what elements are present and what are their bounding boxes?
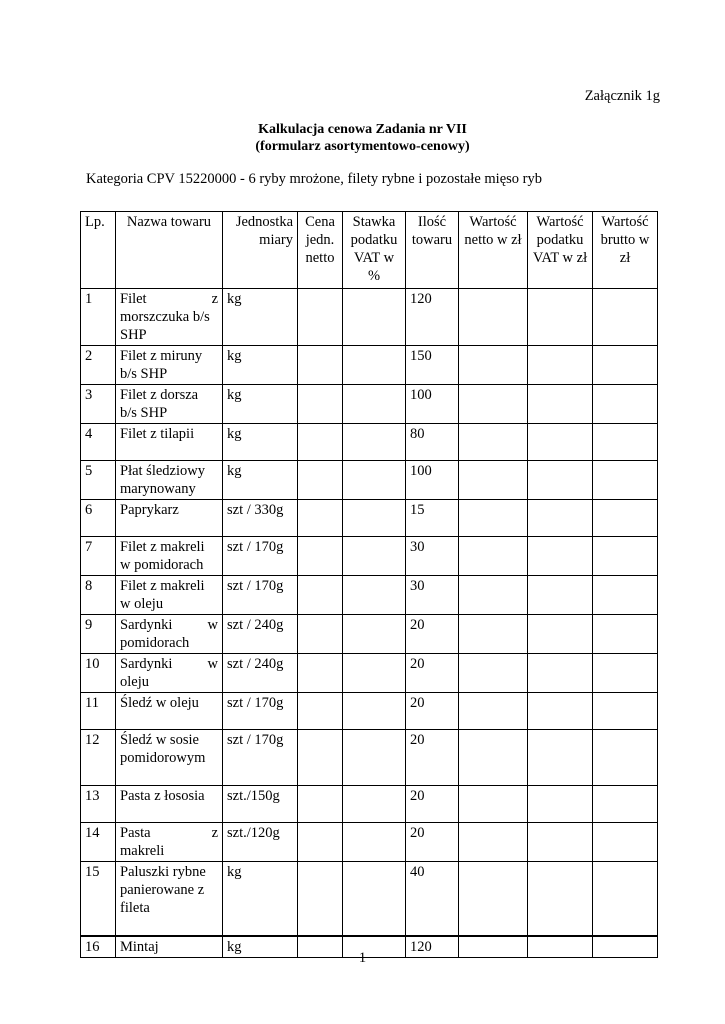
cell-gross-value	[593, 537, 658, 576]
cell-lp: 12	[81, 730, 116, 786]
cell-gross-value	[593, 730, 658, 786]
cell-unit: kg	[223, 346, 298, 385]
cell-name: Filet z tilapii	[116, 424, 223, 461]
cell-qty: 20	[406, 615, 459, 654]
cell-unit: szt./120g	[223, 823, 298, 862]
cell-name-word: Pasta	[120, 825, 151, 841]
cell-gross-value	[593, 786, 658, 823]
cell-qty: 20	[406, 730, 459, 786]
cell-lp: 8	[81, 576, 116, 615]
cell-net-value	[459, 289, 528, 346]
cell-vat-value	[528, 654, 593, 693]
cell-name-rest: oleju	[120, 674, 149, 690]
cell-price	[298, 576, 343, 615]
cell-qty: 150	[406, 346, 459, 385]
title-line-2: (formularz asortymentowo-cenowy)	[255, 139, 470, 154]
cell-unit: szt / 170g	[223, 537, 298, 576]
cell-gross-value	[593, 424, 658, 461]
cell-vat-rate	[343, 289, 406, 346]
cell-unit: szt / 330g	[223, 500, 298, 537]
header-vat-rate: Stawka podatku VAT w %	[343, 212, 406, 289]
cell-lp: 2	[81, 346, 116, 385]
cell-name: Mintaj	[116, 936, 223, 958]
cell-lp: 13	[81, 786, 116, 823]
cell-price	[298, 346, 343, 385]
cell-vat-value	[528, 461, 593, 500]
cell-unit: kg	[223, 289, 298, 346]
table-row	[81, 615, 658, 654]
table-row	[81, 289, 658, 346]
cell-price	[298, 693, 343, 730]
cell-price	[298, 654, 343, 693]
cell-name-first-line	[120, 824, 218, 842]
cell-name-word: Filet	[120, 291, 147, 307]
cell-name: Paprykarz	[116, 500, 223, 537]
cell-vat-value	[528, 693, 593, 730]
price-table	[80, 211, 658, 958]
cell-gross-value	[593, 500, 658, 537]
cell-vat-rate	[343, 385, 406, 424]
cell-name-first-line	[120, 616, 218, 634]
cell-vat-rate	[343, 615, 406, 654]
cell-unit: kg	[223, 385, 298, 424]
cell-gross-value	[593, 289, 658, 346]
cell-name	[116, 654, 223, 693]
cell-name-first-line	[120, 655, 218, 673]
table-header-row	[81, 212, 658, 289]
cell-net-value	[459, 730, 528, 786]
cell-net-value	[459, 424, 528, 461]
header-gross-value: Wartość brutto w zł	[593, 212, 658, 289]
cell-name-first-line	[120, 290, 218, 308]
table-row	[81, 693, 658, 730]
header-net-value: Wartość netto w zł	[459, 212, 528, 289]
table-row	[81, 786, 658, 823]
cell-gross-value	[593, 862, 658, 936]
cell-gross-value	[593, 385, 658, 424]
cell-name-rest: makreli	[120, 843, 165, 859]
cell-gross-value	[593, 654, 658, 693]
cell-name-word: z	[211, 291, 218, 307]
cell-vat-rate	[343, 862, 406, 936]
table-row	[81, 537, 658, 576]
cell-net-value	[459, 786, 528, 823]
cell-vat-value	[528, 576, 593, 615]
cell-vat-rate	[343, 730, 406, 786]
cell-price	[298, 786, 343, 823]
cell-qty: 20	[406, 786, 459, 823]
cell-lp: 15	[81, 862, 116, 936]
cell-vat-rate	[343, 576, 406, 615]
cell-qty: 40	[406, 862, 459, 936]
cell-net-value	[459, 461, 528, 500]
cell-name: Paluszki rybne panierowane z fileta	[116, 862, 223, 936]
cell-lp: 7	[81, 537, 116, 576]
cell-name: Filet z miruny b/s SHP	[116, 346, 223, 385]
cell-qty: 120	[406, 936, 459, 958]
header-lp: Lp.	[81, 212, 116, 289]
table-row	[81, 730, 658, 786]
table-row	[81, 500, 658, 537]
cell-vat-rate	[343, 424, 406, 461]
cell-net-value	[459, 615, 528, 654]
cell-price	[298, 461, 343, 500]
cell-name: Filet z makreli w oleju	[116, 576, 223, 615]
title-line-1: Kalkulacja cenowa Zadania nr VII	[258, 122, 467, 137]
cell-net-value	[459, 500, 528, 537]
cell-lp: 3	[81, 385, 116, 424]
header-name: Nazwa towaru	[116, 212, 223, 289]
cell-unit: szt./150g	[223, 786, 298, 823]
cell-unit: kg	[223, 936, 298, 958]
cell-unit: szt / 170g	[223, 730, 298, 786]
cell-gross-value	[593, 576, 658, 615]
cell-net-value	[459, 385, 528, 424]
cell-qty: 30	[406, 576, 459, 615]
cell-name	[116, 615, 223, 654]
cell-gross-value	[593, 823, 658, 862]
cell-name: Płat śledziowy marynowany	[116, 461, 223, 500]
page-number: 1	[358, 950, 367, 966]
cell-net-value	[459, 654, 528, 693]
cell-vat-value	[528, 500, 593, 537]
cell-vat-value	[528, 424, 593, 461]
category-line: Kategoria CPV 15220000 - 6 ryby mrożone, filety rybne i pozostałe mięso ryb	[86, 171, 542, 187]
cell-vat-value	[528, 289, 593, 346]
cell-net-value	[459, 576, 528, 615]
table-row	[81, 823, 658, 862]
cell-qty: 100	[406, 385, 459, 424]
header-qty: Ilość towaru	[406, 212, 459, 289]
document-title	[0, 121, 725, 155]
cell-vat-value	[528, 385, 593, 424]
cell-name-rest: morszczuka b/s SHP	[120, 309, 210, 343]
cell-vat-value	[528, 823, 593, 862]
cell-net-value	[459, 862, 528, 936]
cell-name-word: Sardynki	[120, 656, 173, 672]
cell-qty: 20	[406, 654, 459, 693]
cell-price	[298, 385, 343, 424]
cell-lp: 4	[81, 424, 116, 461]
cell-name: Filet z dorsza b/s SHP	[116, 385, 223, 424]
table-row	[81, 424, 658, 461]
cell-vat-rate	[343, 461, 406, 500]
cell-name-word: z	[211, 825, 218, 841]
cell-name-word: w	[207, 617, 218, 633]
cell-vat-rate	[343, 693, 406, 730]
cell-vat-rate	[343, 537, 406, 576]
cell-net-value	[459, 537, 528, 576]
cell-unit: szt / 240g	[223, 615, 298, 654]
cell-name-word: Sardynki	[120, 617, 173, 633]
cell-vat-rate	[343, 654, 406, 693]
cell-lp: 1	[81, 289, 116, 346]
cell-vat-value	[528, 615, 593, 654]
cell-price	[298, 500, 343, 537]
cell-name-word: w	[207, 656, 218, 672]
cell-lp: 5	[81, 461, 116, 500]
cell-name: Pasta z łososia	[116, 786, 223, 823]
annex-label: Załącznik 1g	[584, 88, 660, 104]
cell-net-value	[459, 823, 528, 862]
cell-price	[298, 862, 343, 936]
cell-unit: szt / 240g	[223, 654, 298, 693]
cell-price	[298, 823, 343, 862]
cell-lp: 6	[81, 500, 116, 537]
cell-vat-rate	[343, 823, 406, 862]
cell-qty: 20	[406, 823, 459, 862]
cell-price	[298, 615, 343, 654]
header-unit: Jednostka miary	[223, 212, 298, 289]
table-row	[81, 576, 658, 615]
cell-price	[298, 424, 343, 461]
cell-net-value	[459, 693, 528, 730]
cell-price	[298, 537, 343, 576]
cell-vat-rate	[343, 786, 406, 823]
cell-price	[298, 289, 343, 346]
cell-price	[298, 730, 343, 786]
cell-unit: szt / 170g	[223, 576, 298, 615]
cell-qty: 15	[406, 500, 459, 537]
cell-name: Śledź w oleju	[116, 693, 223, 730]
header-vat-value: Wartość podatku VAT w zł	[528, 212, 593, 289]
cell-name	[116, 289, 223, 346]
cell-name	[116, 823, 223, 862]
cell-lp: 9	[81, 615, 116, 654]
cell-unit: kg	[223, 862, 298, 936]
cell-vat-rate	[343, 346, 406, 385]
cell-net-value	[459, 346, 528, 385]
cell-gross-value	[593, 615, 658, 654]
cell-qty: 100	[406, 461, 459, 500]
cell-lp: 10	[81, 654, 116, 693]
cell-unit: kg	[223, 461, 298, 500]
cell-gross-value	[593, 461, 658, 500]
cell-qty: 120	[406, 289, 459, 346]
cell-vat-value	[528, 346, 593, 385]
cell-qty: 80	[406, 424, 459, 461]
cell-name: Filet z makreli w pomidorach	[116, 537, 223, 576]
cell-gross-value	[593, 693, 658, 730]
cell-vat-value	[528, 786, 593, 823]
cell-lp: 11	[81, 693, 116, 730]
cell-gross-value	[593, 346, 658, 385]
cell-lp: 14	[81, 823, 116, 862]
cell-lp: 16	[81, 936, 116, 958]
cell-unit: kg	[223, 424, 298, 461]
cell-vat-rate	[343, 500, 406, 537]
cell-vat-value	[528, 537, 593, 576]
cell-qty: 30	[406, 537, 459, 576]
header-price: Cena jedn. netto	[298, 212, 343, 289]
table-row	[81, 346, 658, 385]
table-row	[81, 385, 658, 424]
table-row	[81, 862, 658, 936]
table-row	[81, 461, 658, 500]
cell-name-rest: pomidorach	[120, 635, 190, 651]
table-row	[81, 654, 658, 693]
cell-vat-value	[528, 862, 593, 936]
cell-unit: szt / 170g	[223, 693, 298, 730]
cell-vat-value	[528, 730, 593, 786]
cell-qty: 20	[406, 693, 459, 730]
cell-name: Śledź w sosie pomidorowym	[116, 730, 223, 786]
